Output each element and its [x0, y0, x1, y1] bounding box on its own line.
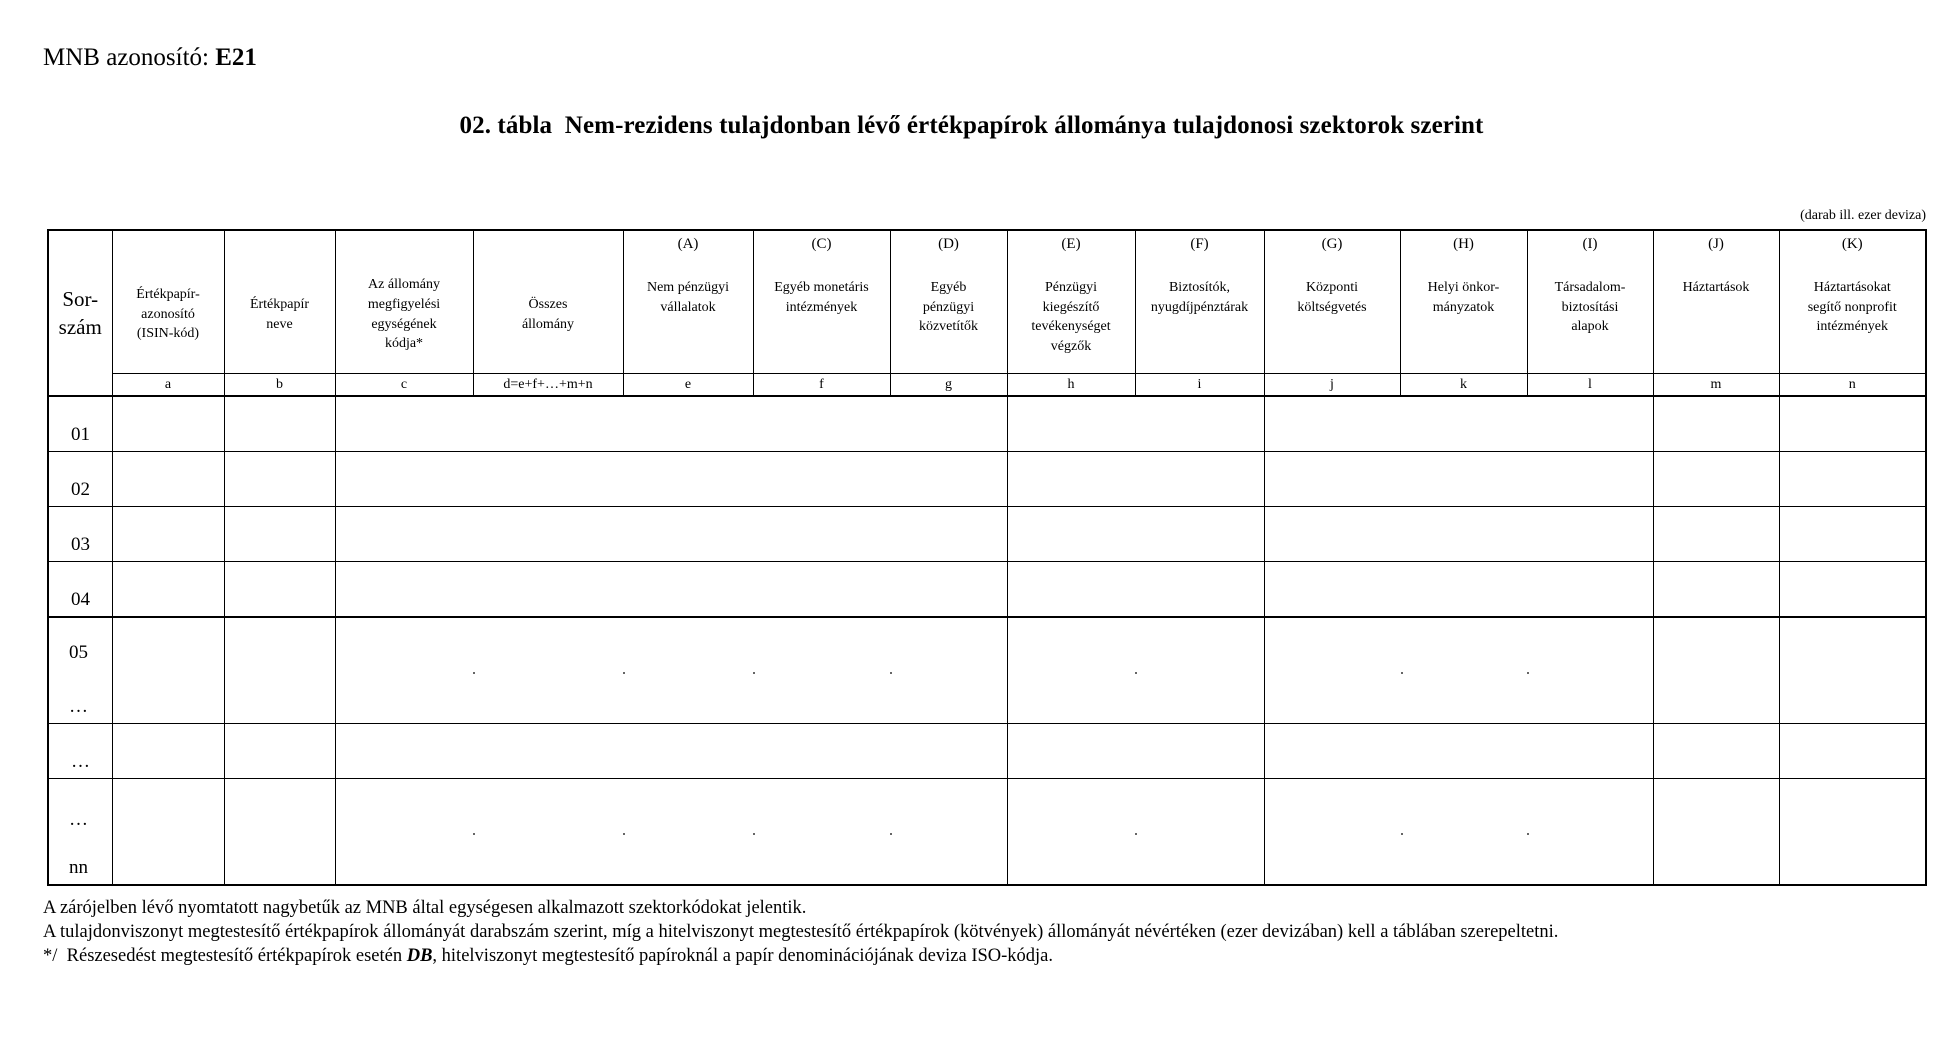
dot-mark — [1135, 672, 1137, 674]
cell-input[interactable] — [1135, 617, 1264, 724]
cell-input[interactable] — [623, 396, 753, 452]
cell-input[interactable] — [623, 507, 753, 562]
cell-input[interactable] — [623, 724, 753, 779]
header-cell-h: (E) Pénzügyi kiegészítő tevékenységet végzők — [1007, 230, 1135, 374]
col-letter-l: l — [1527, 374, 1653, 397]
col-letter-f: f — [753, 374, 890, 397]
table-row — [48, 617, 1926, 724]
cell-input[interactable] — [112, 562, 224, 618]
cell-input[interactable] — [1135, 779, 1264, 886]
header-cell-b: Értékpapír neve — [224, 230, 335, 374]
cell-input[interactable] — [112, 779, 224, 886]
cell-input[interactable] — [1007, 724, 1135, 779]
cell-input[interactable] — [1653, 396, 1779, 452]
cell-input[interactable] — [1779, 779, 1926, 886]
cell-input[interactable] — [890, 396, 1007, 452]
dot-mark — [473, 672, 475, 674]
col-letter-i: i — [1135, 374, 1264, 397]
col-letter-a: a — [112, 374, 224, 397]
cell-input[interactable] — [473, 507, 623, 562]
dot-mark — [623, 833, 625, 835]
header-cell-i: (F) Biztosítók, nyugdíjpénztárak — [1135, 230, 1264, 374]
cell-input[interactable] — [335, 396, 473, 452]
cell-input[interactable] — [1135, 507, 1264, 562]
cell-input[interactable] — [1135, 396, 1264, 452]
row-number: … — [48, 724, 112, 779]
header-cell-k: (H) Helyi önkor- mányzatok — [1400, 230, 1527, 374]
header-cell-n: (K) Háztartásokat segítő nonprofit intézmények — [1779, 230, 1926, 374]
cell-input[interactable] — [890, 507, 1007, 562]
col-letter-d: d=e+f+…+m+n — [473, 374, 623, 397]
cell-input[interactable] — [623, 562, 753, 618]
col-letter-n: n — [1779, 374, 1926, 397]
cell-input[interactable] — [1779, 396, 1926, 452]
table-row — [48, 724, 1926, 779]
cell-input[interactable] — [753, 396, 890, 452]
dot-mark — [1135, 833, 1137, 835]
cell-input[interactable] — [473, 396, 623, 452]
cell-input[interactable] — [1527, 396, 1653, 452]
cell-input[interactable] — [1779, 452, 1926, 507]
cell-input[interactable] — [1007, 617, 1135, 724]
cell-input[interactable] — [1653, 779, 1779, 886]
dot-mark — [890, 672, 892, 674]
cell-input[interactable] — [1653, 617, 1779, 724]
cell-input[interactable] — [1527, 779, 1653, 886]
cell-input[interactable] — [224, 562, 335, 618]
cell-input[interactable] — [1400, 724, 1527, 779]
cell-input[interactable] — [1527, 617, 1653, 724]
header-cell-a: Értékpapír- azonosító (ISIN-kód) — [112, 230, 224, 374]
cell-input[interactable] — [623, 779, 753, 886]
table-row — [48, 396, 1926, 452]
cell-input[interactable] — [224, 452, 335, 507]
row-number: … nn — [48, 779, 112, 886]
footnote-db-code: DB — [406, 946, 433, 966]
cell-input[interactable] — [1135, 452, 1264, 507]
cell-input[interactable] — [1527, 452, 1653, 507]
cell-input[interactable] — [224, 724, 335, 779]
col-letter-h: h — [1007, 374, 1135, 397]
mnb-id-label: MNB azonosító: — [43, 44, 209, 71]
cell-input[interactable] — [112, 396, 224, 452]
cell-input[interactable] — [335, 779, 473, 886]
cell-input[interactable] — [112, 452, 224, 507]
cell-input[interactable] — [1007, 396, 1135, 452]
cell-input[interactable] — [1135, 562, 1264, 618]
header-row — [48, 230, 1926, 374]
cell-input[interactable] — [890, 452, 1007, 507]
cell-input[interactable] — [1264, 617, 1400, 724]
dot-mark — [623, 672, 625, 674]
cell-input[interactable] — [753, 452, 890, 507]
cell-input[interactable] — [1653, 724, 1779, 779]
cell-input[interactable] — [224, 779, 335, 886]
cell-input[interactable] — [1007, 562, 1135, 618]
cell-input[interactable] — [753, 617, 890, 724]
cell-input[interactable] — [1400, 507, 1527, 562]
dot-mark — [753, 672, 755, 674]
cell-input[interactable] — [1007, 507, 1135, 562]
dot-mark — [1401, 672, 1403, 674]
securities-table — [47, 229, 1927, 886]
header-cell-d: Összes állomány — [473, 230, 623, 374]
cell-input[interactable] — [1135, 724, 1264, 779]
row-number: 02 — [48, 452, 112, 507]
cell-input[interactable] — [890, 724, 1007, 779]
mnb-id-value: E21 — [215, 44, 257, 71]
table-row — [48, 562, 1926, 618]
cell-input[interactable] — [1264, 452, 1400, 507]
cell-input[interactable] — [623, 617, 753, 724]
header-cell-g: (D) Egyéb pénzügyi közvetítők — [890, 230, 1007, 374]
cell-input[interactable] — [473, 779, 623, 886]
cell-input[interactable] — [335, 507, 473, 562]
unit-note: (darab ill. ezer deviza) — [1800, 208, 1926, 223]
cell-input[interactable] — [623, 452, 753, 507]
cell-input[interactable] — [890, 617, 1007, 724]
cell-input[interactable] — [1264, 562, 1400, 618]
cell-input[interactable] — [1400, 396, 1527, 452]
cell-input[interactable] — [473, 617, 623, 724]
dot-mark — [890, 833, 892, 835]
cell-input[interactable] — [1400, 617, 1527, 724]
row-number: 03 — [48, 507, 112, 562]
mnb-identifier — [43, 44, 257, 72]
header-cell-sorszam: Sor- szám — [48, 230, 112, 396]
cell-input[interactable] — [112, 507, 224, 562]
cell-input[interactable] — [112, 617, 224, 724]
cell-input[interactable] — [753, 507, 890, 562]
dot-mark — [1527, 672, 1529, 674]
col-letter-c: c — [335, 374, 473, 397]
cell-input[interactable] — [753, 779, 890, 886]
cell-input[interactable] — [1653, 562, 1779, 618]
cell-input[interactable] — [224, 396, 335, 452]
cell-input[interactable] — [890, 779, 1007, 886]
cell-input[interactable] — [1527, 724, 1653, 779]
header-cell-e: (A) Nem pénzügyi vállalatok — [623, 230, 753, 374]
cell-input[interactable] — [753, 562, 890, 618]
cell-input[interactable] — [335, 452, 473, 507]
dot-mark — [1527, 833, 1529, 835]
cell-input[interactable] — [1653, 507, 1779, 562]
row-number: 04 — [48, 562, 112, 618]
header-cell-l: (I) Társadalom- biztosítási alapok — [1527, 230, 1653, 374]
cell-input[interactable] — [224, 507, 335, 562]
cell-input[interactable] — [1779, 507, 1926, 562]
cell-input[interactable] — [1527, 507, 1653, 562]
cell-input[interactable] — [335, 617, 473, 724]
col-letter-m: m — [1653, 374, 1779, 397]
dot-mark — [1401, 833, 1403, 835]
col-letter-j: j — [1264, 374, 1400, 397]
table-row — [48, 779, 1926, 886]
row-number: 01 — [48, 396, 112, 452]
cell-input[interactable] — [1264, 396, 1400, 452]
header-cell-m: (J) Háztartások — [1653, 230, 1779, 374]
table-row — [48, 507, 1926, 562]
col-letter-b: b — [224, 374, 335, 397]
cell-input[interactable] — [1264, 724, 1400, 779]
col-letter-k: k — [1400, 374, 1527, 397]
cell-input[interactable] — [473, 724, 623, 779]
footnotes — [43, 896, 1558, 968]
cell-input[interactable] — [335, 724, 473, 779]
cell-input[interactable] — [1779, 724, 1926, 779]
footnote-line-1: A zárójelben lévő nyomtatott nagybetűk az MNB által egységesen alkalmazott szektorkódokat jelentik. — [43, 898, 807, 918]
cell-input[interactable] — [1779, 617, 1926, 724]
header-cell-j: (G) Központi költségvetés — [1264, 230, 1400, 374]
cell-input[interactable] — [473, 452, 623, 507]
cell-input[interactable] — [1527, 562, 1653, 618]
cell-input[interactable] — [1779, 562, 1926, 618]
cell-input[interactable] — [473, 562, 623, 618]
header-cell-c: Az állomány megfigyelési egységének kódja* — [335, 230, 473, 374]
col-letter-e: e — [623, 374, 753, 397]
footnote-line-2: A tulajdonviszonyt megtestesítő értékpapírok állományát darabszám szerint, míg a hitelviszonyt megtestesítő értékpapírok (kötvények) állományát névértéken (ezer devizában) kell a táblában szerepeltetni. — [43, 922, 1559, 942]
column-letter-row — [48, 374, 1926, 397]
cell-input[interactable] — [1007, 779, 1135, 886]
cell-input[interactable] — [890, 562, 1007, 618]
cell-input[interactable] — [1007, 452, 1135, 507]
cell-input[interactable] — [1264, 507, 1400, 562]
dot-mark — [473, 833, 475, 835]
col-letter-g: g — [890, 374, 1007, 397]
page-title: 02. tábla Nem-rezidens tulajdonban lévő értékpapírok állománya tulajdonosi szektorok szerint — [459, 112, 1484, 139]
row-number: 05 … — [48, 617, 112, 724]
cell-input[interactable] — [1400, 562, 1527, 618]
footnote-line-3: */ Részesedést megtestesítő értékpapírok esetén DB, hitelviszonyt megtestesítő papíroknál a papír denominációjának deviza ISO-kódja. — [43, 946, 1054, 966]
dot-mark — [753, 833, 755, 835]
table-row — [48, 452, 1926, 507]
header-cell-f: (C) Egyéb monetáris intézmények — [753, 230, 890, 374]
cell-input[interactable] — [1264, 779, 1400, 886]
cell-input[interactable] — [112, 724, 224, 779]
cell-input[interactable] — [1653, 452, 1779, 507]
cell-input[interactable] — [753, 724, 890, 779]
cell-input[interactable] — [335, 562, 473, 618]
cell-input[interactable] — [1400, 452, 1527, 507]
cell-input[interactable] — [1400, 779, 1527, 886]
cell-input[interactable] — [224, 617, 335, 724]
